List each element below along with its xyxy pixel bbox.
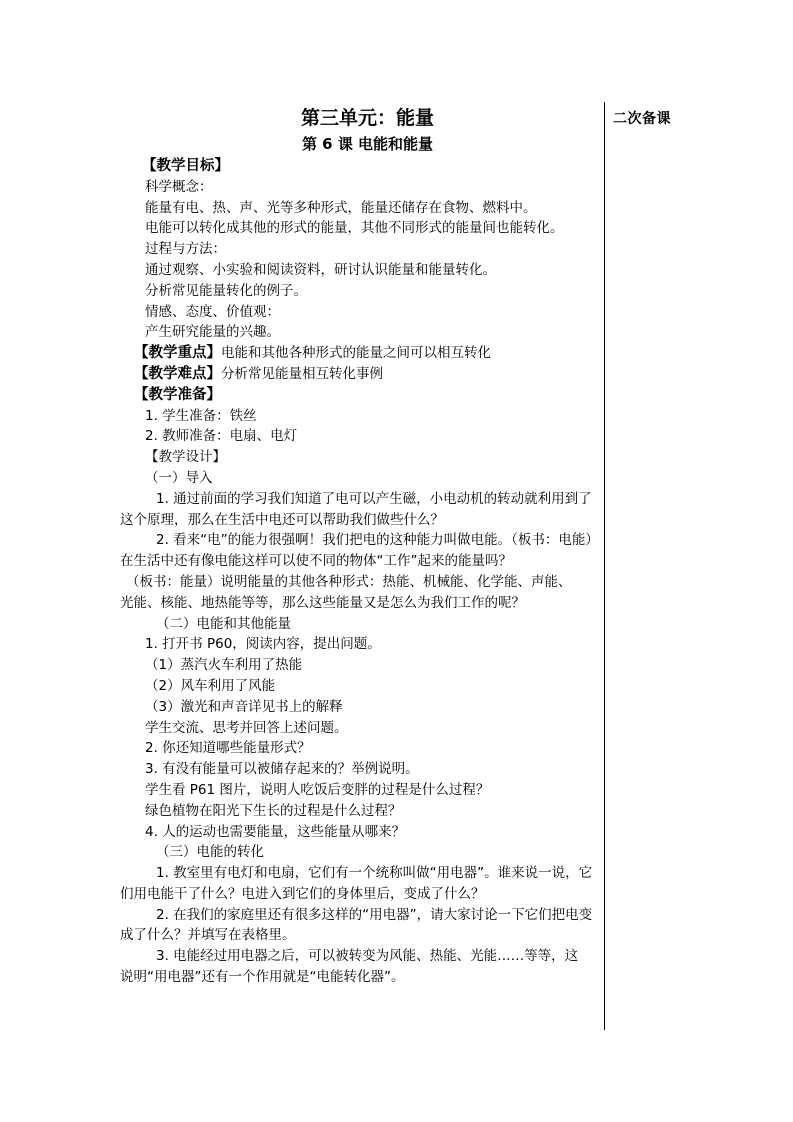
section-1-p1-a: 1. 通过前面的学习我们知道了电可以产生磁，小电动机的转动就利用到了 (156, 490, 592, 507)
concept-label: 科学概念： (145, 178, 213, 195)
section-1-p2-a: 2. 看来“电”的能力很强啊！我们把电的这种能力叫做电能。（板书：电能） (156, 532, 599, 549)
section-3-p3-b: 说明“用电器”还有一个作用就是“电能转化器”。 (120, 969, 405, 986)
difficulty-label: 【教学难点】 (134, 365, 221, 382)
secondary-prep-label: 二次备课 (613, 111, 671, 127)
section-3-p1-b: 们用电能干了什么？电进入到它们的身体里后，变成了什么？ (120, 885, 485, 902)
section-3-p1-a: 1. 教室里有电灯和电扇，它们有一个统称叫做“用电器”。谁来说一说，它 (156, 865, 593, 882)
section-3-p2-b: 成了什么？并填写在表格里。 (120, 927, 296, 944)
lesson-title: 第 6 课 电能和能量 (301, 135, 434, 153)
process-label: 过程与方法： (145, 241, 226, 258)
section-2-step-4: 4. 人的运动也需要能量，这些能量从哪来？ (145, 823, 406, 840)
section-2-item-3: （3）激光和声音详见书上的解释 (145, 698, 343, 715)
section-2-title: （二）电能和其他能量 (156, 615, 291, 632)
section-2-item-1: （1）蒸汽火车利用了热能 (145, 657, 303, 674)
preparation-teacher: 2. 教师准备：电扇、电灯 (145, 428, 298, 445)
preparation-student: 1. 学生准备：铁丝 (145, 407, 257, 424)
section-2-step-1: 1. 打开书 P60，阅读内容，提出问题。 (145, 636, 381, 653)
key-point-line (134, 343, 605, 364)
concept-line-2: 电能可以转化成其他的形式的能量，其他不同形式的能量间也能转化。 (145, 220, 564, 237)
concept-line-1: 能量有电、热、声、光等多种形式，能量还储存在食物、燃料中。 (145, 199, 537, 216)
section-3-p3-a: 3. 电能经过用电器之后，可以被转变为风能、热能、光能……等等，这 (156, 948, 579, 965)
section-2-step-3-a: 学生看 P61 图片，说明人吃饭后变胖的过程是什么过程？ (145, 781, 490, 798)
section-3-p2-a: 2. 在我们的家庭里还有很多这样的“用电器”，请大家讨论一下它们把电变 (156, 906, 593, 923)
difficulty-line (134, 364, 605, 385)
section-1-p1-b: 这个原理，那么在生活中电还可以帮助我们做些什么？ (120, 511, 444, 528)
section-1-title: （一）导入 (145, 469, 213, 486)
preparation-heading: 【教学准备】 (134, 386, 221, 403)
process-line-1: 通过观察、小实验和阅读资料，研讨认识能量和能量转化。 (145, 261, 496, 278)
design-heading: 【教学设计】 (145, 449, 226, 466)
process-line-2: 分析常见能量转化的例子。 (145, 282, 307, 299)
unit-title: 第三单元：能量 (300, 107, 434, 129)
section-1-p2-b: 在生活中还有像电能这样可以使不同的物体“工作”起来的能量吗？ (120, 553, 512, 570)
lesson-plan-body (120, 104, 605, 988)
section-1-p2-d: 光能、核能、地热能等等，那么这些能量又是怎么为我们工作的呢？ (120, 594, 525, 611)
key-point-text: 电能和其他各种形式的能量之间可以相互转化 (221, 345, 491, 362)
attitude-label: 情感、态度、价值观： (145, 303, 280, 320)
section-2-item-2: （2）风车利用了风能 (145, 677, 276, 694)
difficulty-text: 分析常见能量相互转化事例 (221, 365, 383, 382)
section-2-note: 学生交流、思考并回答上述问题。 (145, 719, 348, 736)
section-2-step-3: 3. 有没有能量可以被储存起来的？举例说明。 (145, 761, 419, 778)
objectives-heading: 【教学目标】 (142, 158, 229, 174)
section-2-step-3-b: 绿色植物在阳光下生长的过程是什么过程？ (145, 802, 402, 819)
section-2-step-2: 2. 你还知道哪些能量形式？ (145, 740, 311, 757)
section-3-title: （三）电能的转化 (156, 844, 264, 861)
section-1-p2-c: （板书：能量）说明能量的其他各种形式：热能、机械能、化学能、声能、 (126, 573, 572, 590)
attitude-line-1: 产生研究能量的兴趣。 (145, 324, 280, 341)
key-point-label: 【教学重点】 (134, 345, 221, 362)
